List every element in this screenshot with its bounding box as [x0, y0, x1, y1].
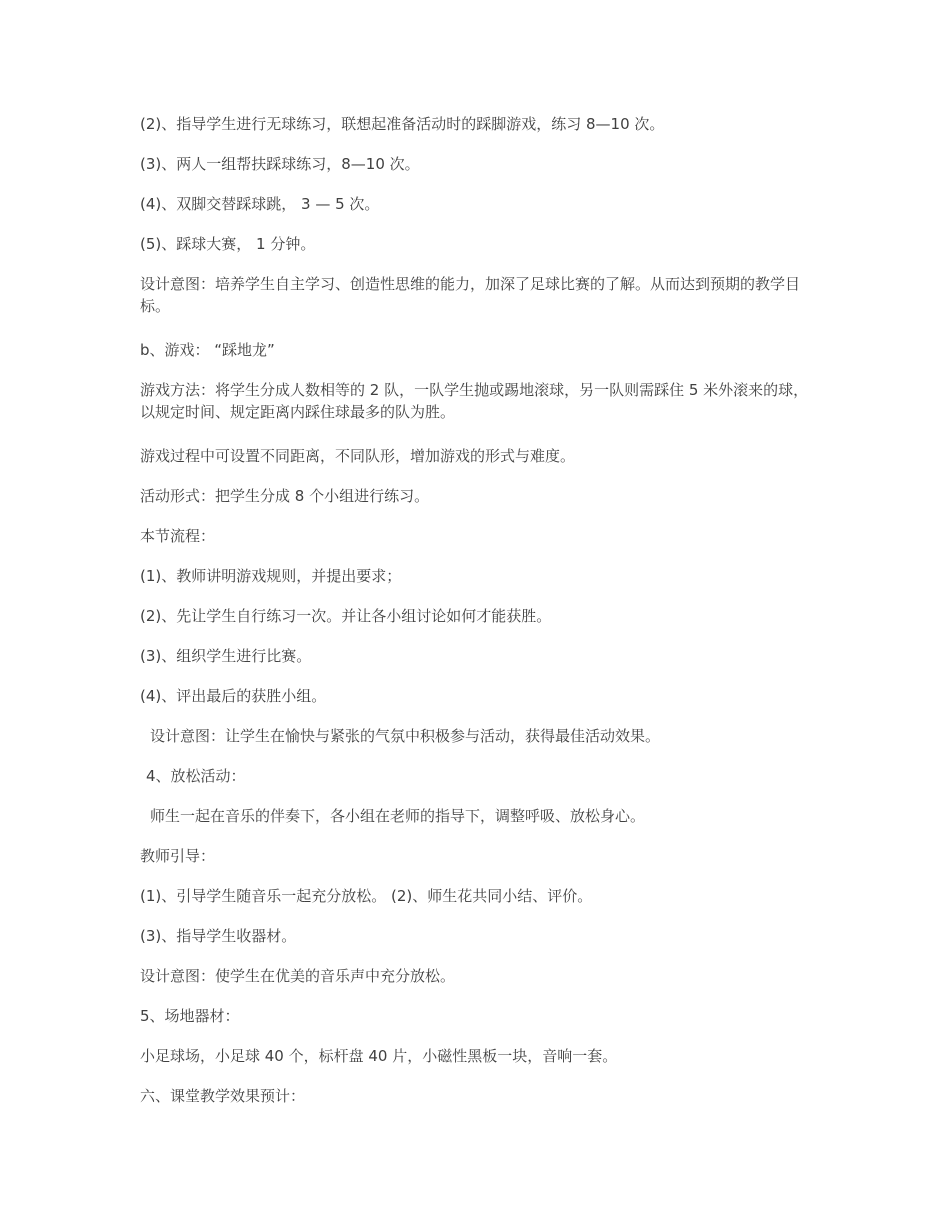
process-step-3: (3)、组织学生进行比赛。 — [140, 647, 312, 665]
teacher-guidance-heading: 教师引导： — [140, 847, 216, 865]
game-method: 游戏方法：将学生分成人数相等的 2 队，一队学生抛或踢地滚球，另一队则需踩住 5 米外滚来的球，以规定时间、规定距离内踩住球最多的队为胜。 — [140, 381, 809, 421]
game-title: b、游戏： “踩地龙” — [140, 341, 275, 359]
game-variation: 游戏过程中可设置不同距离，不同队形，增加游戏的形式与难度。 — [140, 447, 576, 465]
design-intent-3: 设计意图：使学生在优美的音乐声中充分放松。 — [140, 967, 456, 985]
section-process-heading: 本节流程： — [140, 527, 216, 545]
step-3-pair-practice: (3)、两人一组帮扶踩球练习，8—10 次。 — [140, 155, 420, 173]
process-step-4: (4)、评出最后的获胜小组。 — [140, 687, 327, 705]
activity-format: 活动形式：把学生分成 8 个小组进行练习。 — [140, 487, 430, 505]
relaxation-description: 师生一起在音乐的伴奏下，各小组在老师的指导下，调整呼吸、放松身心。 — [150, 807, 646, 825]
expected-effect-heading: 六、课堂教学效果预计： — [140, 1087, 306, 1105]
relaxation-heading: 4、放松活动： — [146, 767, 246, 785]
process-step-1: (1)、教师讲明游戏规则，并提出要求； — [140, 567, 402, 585]
design-intent-2: 设计意图：让学生在愉快与紧张的气氛中积极参与活动，获得最佳活动效果。 — [150, 727, 661, 745]
step-4-alternating-jump: (4)、双脚交替踩球跳， 3 — 5 次。 — [140, 195, 380, 213]
process-step-2: (2)、先让学生自行练习一次。并让各小组讨论如何才能获胜。 — [140, 607, 552, 625]
equipment-list: 小足球场，小足球 40 个，标杆盘 40 片，小磁性黑板一块，音响一套。 — [140, 1047, 618, 1065]
guidance-steps-1-2: (1)、引导学生随音乐一起充分放松。 (2)、师生花共同小结、评价。 — [140, 887, 593, 905]
step-5-contest: (5)、踩球大赛， 1 分钟。 — [140, 235, 316, 253]
guidance-step-3: (3)、指导学生收器材。 — [140, 927, 297, 945]
step-2-no-ball-practice: (2)、指导学生进行无球练习，联想起准备活动时的踩脚游戏，练习 8—10 次。 — [140, 115, 665, 133]
design-intent-1: 设计意图：培养学生自主学习、创造性思维的能力，加深了足球比赛的了解。从而达到预期的教学目标。 — [140, 275, 801, 315]
equipment-heading: 5、场地器材： — [140, 1007, 240, 1025]
